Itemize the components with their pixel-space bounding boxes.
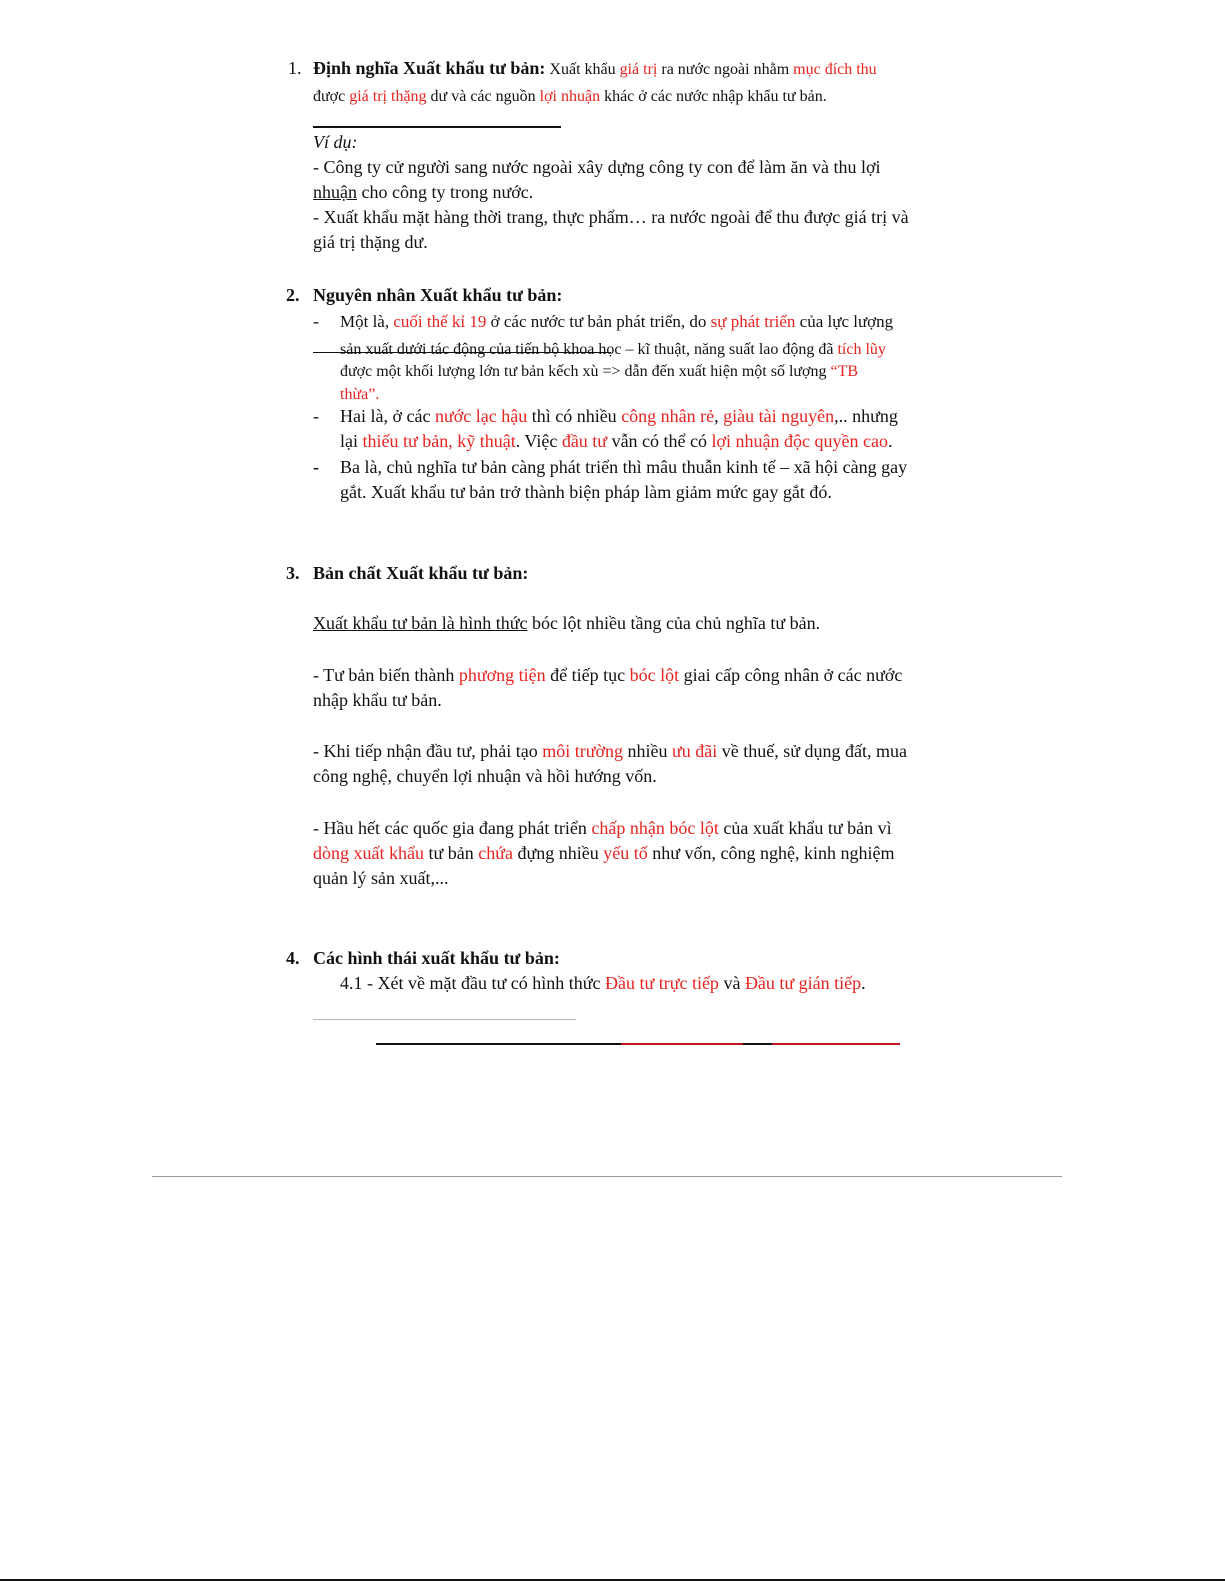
reason-1-line-3: được một khối lượng lớn tư bản kếch xù => dẫn đến xuất hiện một số lượng “TB	[340, 363, 859, 380]
nature-point-2-line-1: - Khi tiếp nhận đầu tư, phải tạo môi trường nhiều ưu đãi về thuế, sử dụng đất, mua	[313, 741, 907, 761]
underline-rule-red-1	[621, 1043, 743, 1045]
reason-2-line-2: lại thiếu tư bản, kỹ thuật. Việc đầu tư vẫn có thể có lợi nhuận độc quyền cao.	[340, 431, 893, 451]
reason-2-line-1: Hai là, ở các nước lạc hậu thì có nhiều công nhân rẻ, giàu tài nguyên,.. nhưng	[340, 406, 898, 426]
reason-3-line-1: Ba là, chủ nghĩa tư bản càng phát triển thì mâu thuẫn kinh tế – xã hội càng gay	[340, 457, 908, 477]
section-1-line-1: Định nghĩa Xuất khẩu tư bản: Xuất khẩu giá trị ra nước ngoài nhằm mục đích thu	[313, 58, 877, 78]
list-dash: -	[313, 406, 319, 426]
example-1-line-1: - Công ty cử người sang nước ngoài xây dựng công ty con để làm ăn và thu lợi	[313, 157, 881, 177]
section-1-number: 1.	[288, 58, 302, 78]
thin-rule	[313, 1019, 576, 1020]
nature-point-3-line-2: dòng xuất khẩu tư bản chứa đựng nhiều yếu tố như vốn, công nghệ, kinh nghiệm	[313, 843, 895, 863]
section-2-number: 2.	[286, 285, 300, 305]
nature-point-2-line-2: công nghệ, chuyển lợi nhuận và hồi hướng vốn.	[313, 766, 657, 786]
section-3-number: 3.	[286, 563, 300, 583]
section-1-title: Định nghĩa Xuất khẩu tư bản:	[313, 58, 546, 78]
nature-point-3-line-3: quản lý sản xuất,...	[313, 868, 449, 888]
reason-1-line-4: thừa”.	[340, 386, 380, 403]
nature-point-1-line-2: nhập khẩu tư bản.	[313, 690, 442, 710]
section-1-line-2: được giá trị thặng dư và các nguồn lợi nhuận khác ở các nước nhập khẩu tư bản.	[313, 88, 827, 105]
nature-point-3-line-1: - Hầu hết các quốc gia đang phát triển chấp nhận bóc lột của xuất khẩu tư bản vì	[313, 818, 892, 838]
example-2-line-1: - Xuất khẩu mặt hàng thời trang, thực phẩm… ra nước ngoài để thu được giá trị và	[313, 207, 909, 227]
divider-rule	[313, 126, 561, 128]
underline-rule-black-1	[376, 1043, 621, 1045]
reason-1-line-1: Một là, cuối thế kỉ 19 ở các nước tư bản phát triển, do sự phát triển của lực lượng	[340, 312, 894, 331]
example-heading: Ví dụ:	[313, 132, 358, 152]
list-dash: -	[313, 311, 319, 331]
nature-point-1-line-1: - Tư bản biến thành phương tiện để tiếp tục bóc lột giai cấp công nhân ở các nước	[313, 665, 903, 685]
underline-rule-black-2	[743, 1043, 772, 1045]
underline-rule-red-2	[772, 1043, 900, 1045]
example-1-line-2: nhuận cho công ty trong nước.	[313, 182, 534, 202]
reason-1-line-2: sản xuất dưới tác động của tiến bộ khoa học – kĩ thuật, năng suất lao động đã tích lũy	[340, 341, 886, 358]
section-4-title: Các hình thái xuất khẩu tư bản:	[313, 948, 560, 968]
section-2-title: Nguyên nhân Xuất khẩu tư bản:	[313, 285, 563, 305]
section-3-title: Bản chất Xuất khẩu tư bản:	[313, 563, 529, 583]
form-4-1-line: 4.1 - Xét về mặt đầu tư có hình thức Đầu tư trực tiếp và Đầu tư gián tiếp.	[340, 973, 866, 993]
list-dash: -	[313, 457, 319, 477]
nature-statement: Xuất khẩu tư bản là hình thức bóc lột nhiều tầng của chủ nghĩa tư bản.	[313, 613, 821, 633]
section-4-number: 4.	[286, 948, 300, 968]
example-2-line-2: giá trị thặng dư.	[313, 232, 428, 252]
reason-3-line-2: gắt. Xuất khẩu tư bản trở thành biện pháp làm giảm mức gay gắt đó.	[340, 482, 832, 502]
page-separator	[152, 1176, 1062, 1177]
bottom-edge	[0, 1579, 1225, 1581]
